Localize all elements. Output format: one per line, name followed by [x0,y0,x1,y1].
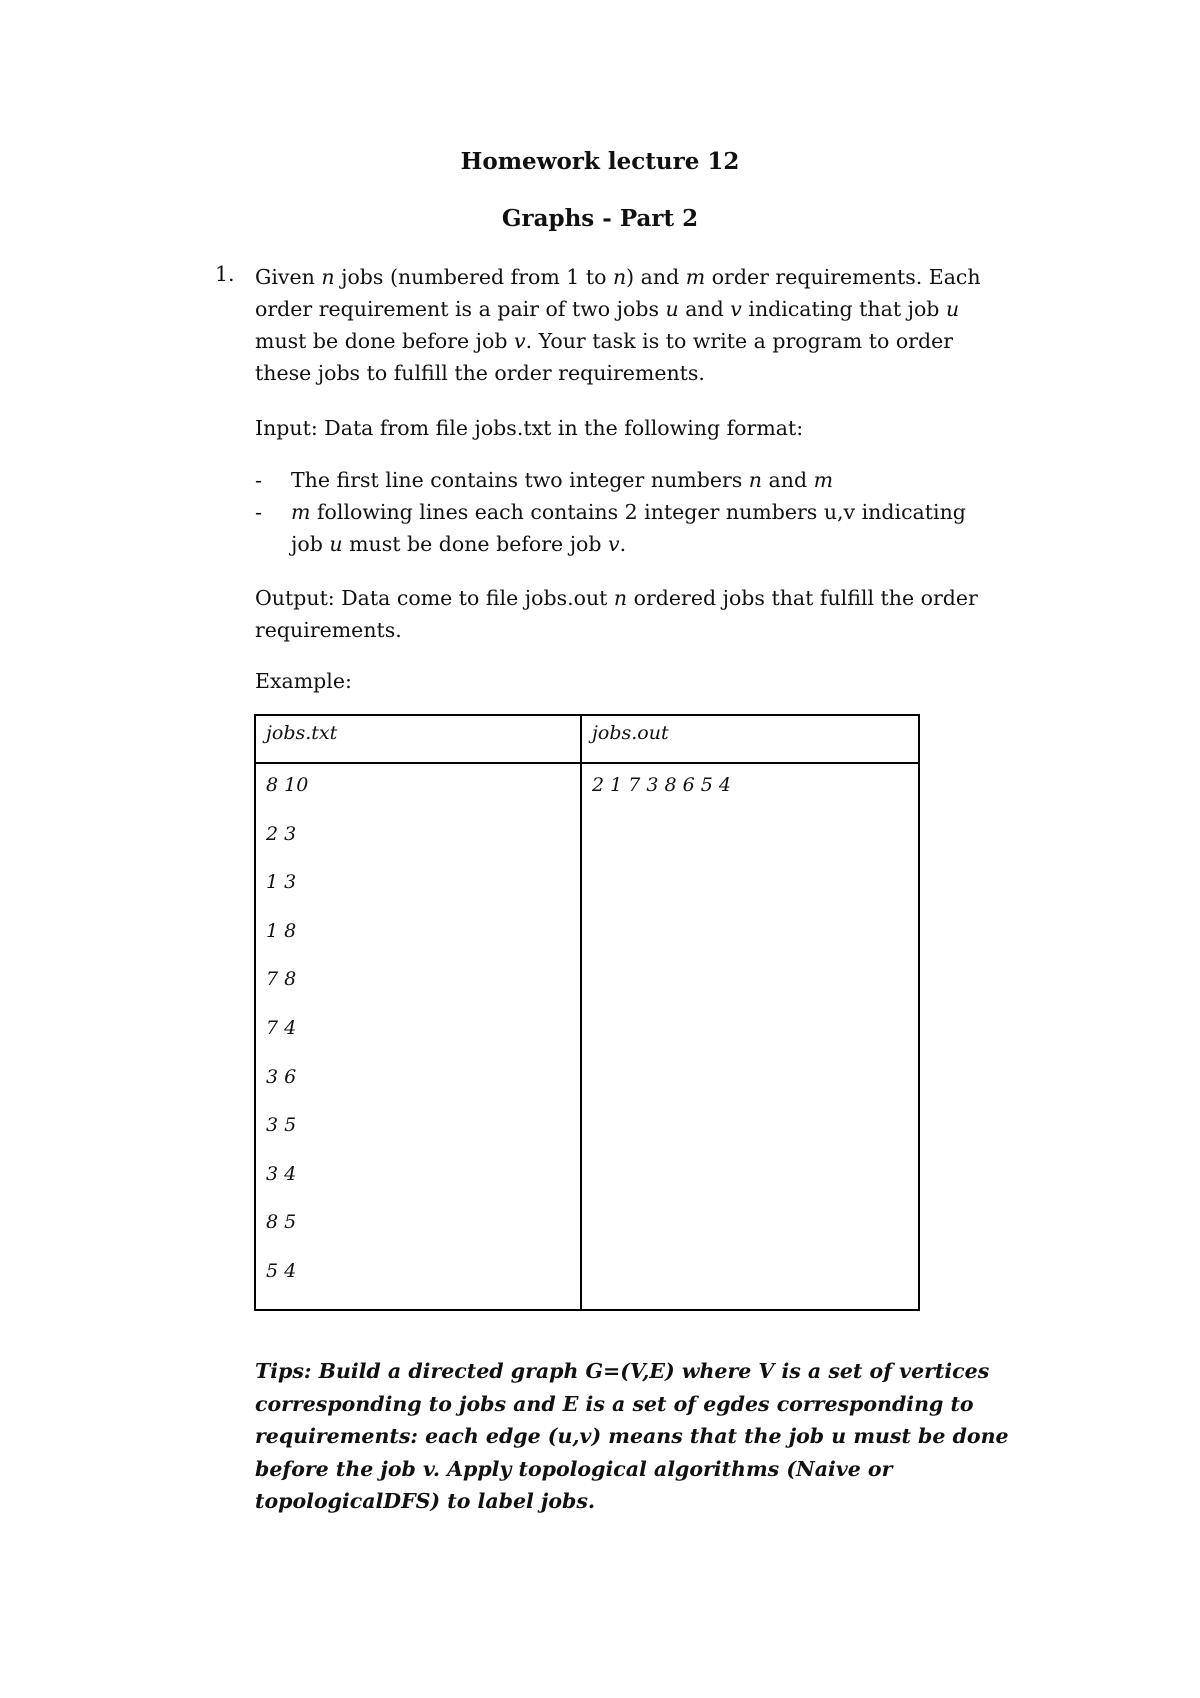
input-line: 7 4 [266,1016,297,1039]
list-item: - The first line contains two integer numbers n and m [255,468,834,492]
input-line: 3 5 [266,1114,297,1137]
input-line: 2 3 [266,822,297,845]
question-number: 1. [215,262,235,286]
output-line: 2 1 7 3 8 6 5 4 [592,774,731,796]
input-line: 1 3 [266,871,297,894]
output-description: Output: Data come to file jobs.out n ordered jobs that fulfill the order requirements. [255,586,978,642]
input-description: Input: Data from file jobs.txt in the following format: [255,416,804,440]
input-line: 7 8 [266,968,297,991]
list-item: - m following lines each contains 2 integer numbers u,v indicating job u must be done before job v. [255,500,966,556]
example-table [254,714,920,1311]
input-line: 8 10 [266,774,309,796]
question-text: Given n jobs (numbered from 1 to n) and m order requirements. Each order requirement is a pair of two jobs u and v indicating that job u must be done before job v. Your task is to write a program to order these jobs to fulfill the order requirements. [255,265,981,385]
example-label: Example: [255,669,352,693]
input-line: 3 6 [266,1065,297,1088]
input-cell [255,763,581,1310]
document-subtitle: Graphs - Part 2 [501,205,699,232]
input-line: 8 5 [266,1211,297,1234]
input-line: 3 4 [266,1162,297,1185]
table-row [255,763,919,1310]
input-format-list [255,464,995,560]
document-title: Homework lecture 12 [460,148,740,175]
tips-paragraph: Tips: Build a directed graph G=(V,E) where V is a set of vertices corresponding to jobs and E is a set of egdes corresponding to requirements: each edge (u,v) means that the job u must be done before the job v. Apply topological algorithms (Naive or topologicalDFS) to label jobs. [255,1359,1009,1513]
output-cell [581,763,919,1310]
input-line: 5 4 [266,1259,297,1282]
input-line: 1 8 [266,919,297,942]
table-header-row [255,715,919,763]
header-jobs-out: jobs.out [581,715,919,763]
header-jobs-txt: jobs.txt [255,715,581,763]
